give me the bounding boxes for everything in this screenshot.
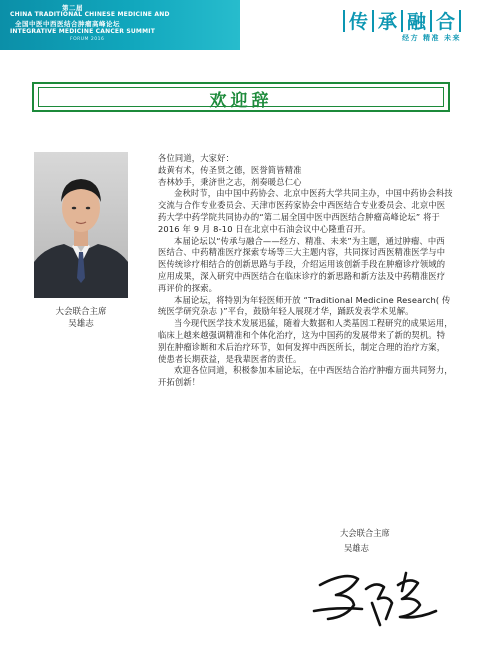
photo-caption-role: 大会联合主席 <box>55 307 107 317</box>
slogan-divider <box>430 10 432 32</box>
slogan <box>339 7 465 34</box>
handwritten-signature-image <box>306 565 446 633</box>
portrait-image <box>34 152 128 298</box>
signature-name: 吴雄志 <box>344 543 369 553</box>
forum-year: FORUM 2016 <box>70 37 105 42</box>
paragraph: 当今现代医学技术发展迅猛，随着大数据和人类基因工程研究的成果运用，临床上越来越强调精准和个体化治疗，这为中国药的发展带来了新的契机。特别在肿瘤诊断和术后治疗环节，如何发挥中西医所长，制定合理的治疗方案，使患者长期获益，是我辈医者的责任。 <box>158 318 453 364</box>
slogan-char: 承 <box>377 11 397 33</box>
slogan-char: 融 <box>406 11 426 33</box>
welcome-letter <box>158 153 453 389</box>
summit-logo-banner <box>0 0 240 50</box>
page-title: 欢迎辞 <box>209 91 273 111</box>
verse-line: 歧黄有术，传圣贤之德，医誉简皆精准 <box>158 164 302 175</box>
summit-title-cn: 全国中医中西医结合肿瘤高峰论坛 <box>15 20 120 28</box>
slogan-divider <box>372 10 374 32</box>
summit-title-en-1: CHINA TRADITIONAL CHINESE MEDICINE AND <box>10 11 170 18</box>
subslogan: 经方 精准 未来 <box>402 34 461 42</box>
photo-caption-name: 吴雄志 <box>68 319 94 329</box>
greeting: 各位同道，大家好： <box>158 153 235 163</box>
slogan-char: 合 <box>435 11 455 33</box>
slogan-divider <box>459 10 461 32</box>
signature-role: 大会联合主席 <box>340 528 390 538</box>
paragraph: 欢迎各位同道，积极参加本届论坛，在中西医结合治疗肿瘤方面共同努力，开拓创新！ <box>158 365 453 388</box>
edition-label: 第二届 <box>62 4 83 12</box>
title-frame <box>32 82 450 112</box>
slogan-divider <box>401 10 403 32</box>
header <box>0 0 479 55</box>
slogan-area <box>240 0 479 50</box>
paragraph: 本届论坛，将特别为年轻医师开放 “Traditional Medicine Research( 传统医学研究杂志 )”平台，鼓励年轻人展现才华，踊跃发表学术见解。 <box>158 294 451 317</box>
paragraph: 金秋时节，由中国中药协会、北京中医药大学共同主办，中国中药协会科技交流与合作专业委员会、天津市医药家协会中西医结合专业委员会、北京中医药大学中药学院共同协办的“第二届全国中医中西医结合肿瘤高峰论坛” 将于 2016 年 9 月 8-10 日在北京中石油会议中心隆重召开。 <box>158 188 453 234</box>
paragraph: 本届论坛以“传承与融合——经方、精准、未来”为主题，通过肿瘤、中西医结合、中药精准医疗探索专场等三大主题内容，共同探讨西医精准医学与中医传统诊疗相结合的创新思路与手段，介绍运用该创新手段在肿瘤诊疗领域的应用成果，深入研究中西医结合在临床诊疗的新思路和新方法及中药精准医疗再评价的探索。 <box>158 235 446 293</box>
slogan-divider <box>343 10 345 32</box>
verse-line: 杏林妙手，秉济世之志，剂奏暖总仁心 <box>158 176 302 187</box>
chairman-photo <box>34 152 128 298</box>
slogan-char: 传 <box>348 11 368 33</box>
summit-title-en-2: INTEGRATIVE MEDICINE CANCER SUMMIT <box>10 28 155 35</box>
